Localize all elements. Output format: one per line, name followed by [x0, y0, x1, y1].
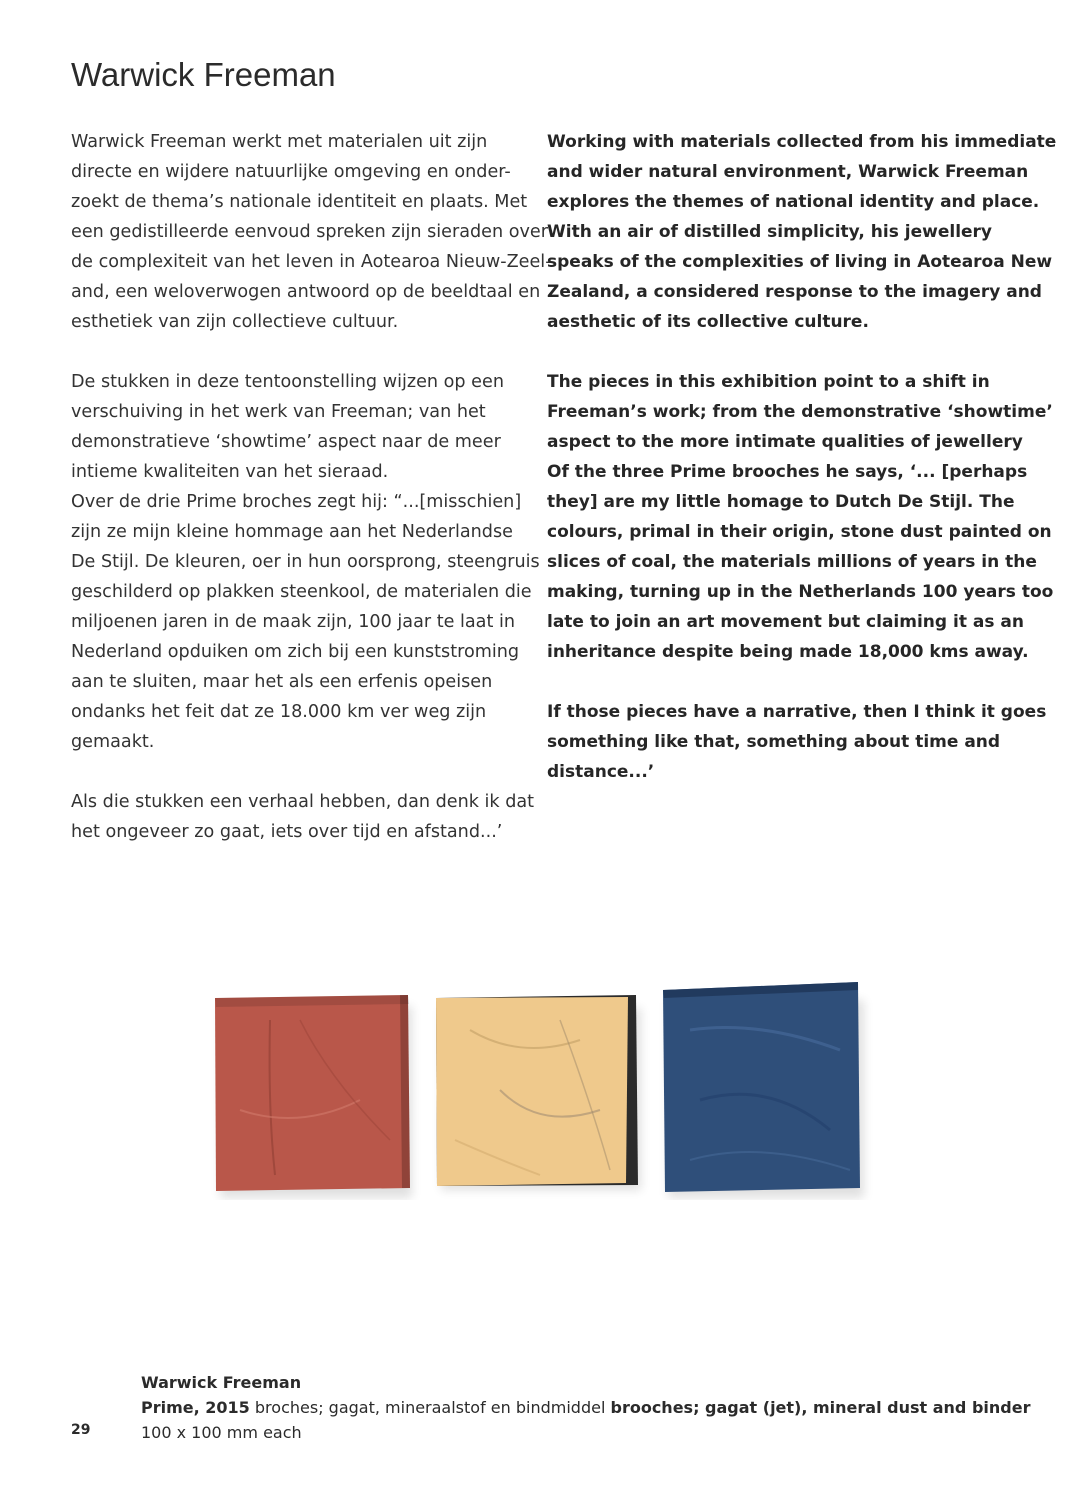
yellow-brooch	[436, 995, 638, 1186]
paragraph-gap	[71, 337, 531, 367]
paragraph-gap	[547, 667, 1017, 697]
caption-artist: Warwick Freeman	[141, 1373, 302, 1392]
text-line: slices of coal, the materials millions of years in the	[547, 552, 1037, 572]
blue-brooch	[663, 982, 860, 1192]
caption-material-nl: broches; gagat, mineraalstof en bindmiddel	[249, 1398, 611, 1417]
text-line: Over de drie Prime broches zegt hij: “...[misschien]	[71, 492, 522, 512]
text-line: esthetiek van zijn collectieve cultuur.	[71, 312, 399, 332]
text-line: intieme kwaliteiten van het sieraad.	[71, 462, 389, 482]
text-line: and wider natural environment, Warwick Freeman	[547, 162, 1029, 182]
text-line: miljoenen jaren in de maak zijn, 100 jaar te laat in	[71, 612, 515, 632]
text-line: Of the three Prime brooches he says, ‘... [perhaps	[547, 462, 1028, 482]
page-title: Warwick Freeman	[71, 56, 336, 93]
text-line: aspect to the more intimate qualities of jewellery	[547, 432, 1023, 452]
english-paragraph-2	[547, 367, 1054, 667]
brooches-photo	[0, 960, 1080, 1200]
text-line: ondanks het feit dat ze 18.000 km ver weg zijn	[71, 702, 487, 722]
english-paragraph-3	[547, 697, 1047, 787]
text-line: and, een weloverwogen antwoord op de beeldtaal en	[71, 282, 541, 302]
text-line: Warwick Freeman werkt met materialen uit zijn	[71, 132, 488, 152]
text-line: If those pieces have a narrative, then I think it goes	[547, 702, 1047, 722]
text-line: zijn ze mijn kleine hommage aan het Nederlandse	[71, 522, 513, 542]
dutch-text-column	[71, 127, 552, 847]
text-line: geschilderd op plakken steenkool, de materialen die	[71, 582, 532, 602]
text-line: De stukken in deze tentoonstelling wijzen op een	[71, 372, 504, 392]
text-line: making, turning up in the Netherlands 100 years too	[547, 582, 1054, 602]
caption-work: Prime, 2015	[141, 1398, 250, 1417]
text-line: de complexiteit van het leven in Aotearoa Nieuw-Zeel-	[71, 252, 552, 272]
text-line: gemaakt.	[71, 732, 155, 752]
text-line: een gedistilleerde eenvoud spreken zijn sieraden over	[71, 222, 548, 242]
caption-material-en: brooches; gagat (jet), mineral dust and binder	[610, 1398, 1031, 1417]
text-line: aan te sluiten, maar het als een erfenis opeisen	[71, 672, 493, 692]
dutch-paragraph-2	[71, 367, 540, 757]
text-line: het ongeveer zo gaat, iets over tijd en afstand...’	[71, 822, 503, 842]
text-line: directe en wijdere natuurlijke omgeving en onder-	[71, 162, 511, 182]
dutch-paragraph-3	[71, 787, 535, 847]
caption-dimensions: 100 x 100 mm each	[141, 1423, 302, 1442]
text-line: explores the themes of national identity and place.	[547, 192, 1040, 212]
text-line: With an air of distilled simplicity, his jewellery	[547, 222, 993, 242]
text-line: Freeman’s work; from the demonstrative ‘showtime’	[547, 402, 1053, 422]
dutch-paragraph-1	[71, 127, 552, 337]
text-line: colours, primal in their origin, stone dust painted on	[547, 522, 1052, 542]
text-line: speaks of the complexities of living in Aotearoa New	[547, 252, 1053, 272]
text-line: Working with materials collected from his immediate	[547, 132, 1057, 152]
text-line: Zealand, a considered response to the imagery and	[547, 282, 1042, 302]
text-line: something like that, something about time and	[547, 732, 1001, 752]
figure-caption	[141, 1370, 1030, 1445]
english-paragraph-1	[547, 127, 1057, 337]
text-line: aesthetic of its collective culture.	[547, 312, 869, 332]
text-line: zoekt de thema’s nationale identiteit en plaats. Met	[71, 192, 528, 212]
text-line: De Stijl. De kleuren, oer in hun oorsprong, steengruis	[71, 552, 540, 572]
text-line: Nederland opduiken om zich bij een kunststroming	[71, 642, 520, 662]
text-line: they] are my little homage to Dutch De Stijl. The	[547, 492, 1015, 512]
paragraph-gap	[71, 757, 531, 787]
english-text-column	[547, 127, 1057, 787]
text-line: inheritance despite being made 18,000 kms away.	[547, 642, 1029, 662]
paragraph-gap	[547, 337, 1017, 367]
text-line: distance...’	[547, 762, 655, 782]
page-number: 29	[71, 1422, 91, 1438]
text-line: The pieces in this exhibition point to a shift in	[547, 372, 990, 392]
caption-work-line	[141, 1395, 1030, 1420]
text-line: late to join an art movement but claiming it as an	[547, 612, 1024, 632]
red-brooch	[215, 995, 410, 1191]
text-line: demonstratieve ‘showtime’ aspect naar de meer	[71, 432, 501, 452]
text-line: Als die stukken een verhaal hebben, dan denk ik dat	[71, 792, 535, 812]
text-line: verschuiving in het werk van Freeman; van het	[71, 402, 486, 422]
